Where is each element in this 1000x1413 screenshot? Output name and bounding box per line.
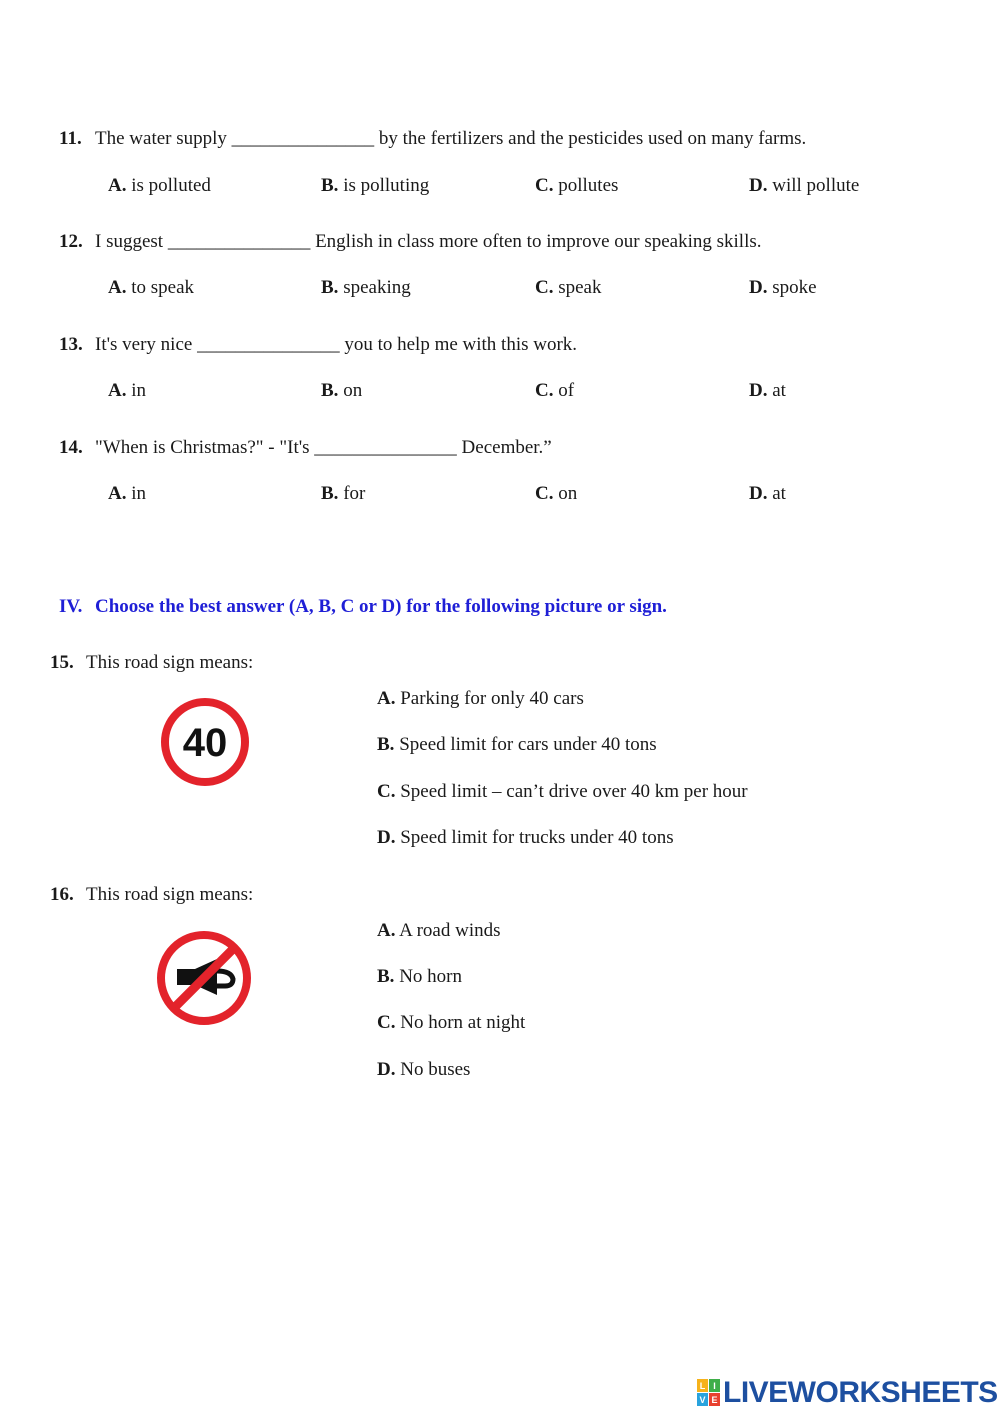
- option-c[interactable]: [377, 1012, 525, 1034]
- option-b[interactable]: [321, 175, 429, 197]
- speed-limit-label: 40: [182, 721, 228, 765]
- section-title: Choose the best answer (A, B, C or D) for the following picture or sign.: [95, 596, 667, 617]
- option-letter: D.: [749, 175, 768, 196]
- option-d[interactable]: [377, 1059, 470, 1081]
- question-text: The water supply _______________ by the fertilizers and the pesticides used on many farms.: [95, 128, 807, 149]
- option-a[interactable]: [377, 688, 584, 710]
- option-a[interactable]: [108, 483, 146, 505]
- option-text: in: [126, 483, 147, 504]
- option-letter: A.: [108, 277, 127, 298]
- option-text: Parking for only 40 cars: [395, 688, 584, 709]
- option-text: Speed limit for cars under 40 tons: [394, 734, 657, 755]
- option-d[interactable]: [749, 483, 786, 505]
- question-text: This road sign means:: [86, 652, 254, 673]
- option-letter: B.: [377, 734, 395, 755]
- no-horn-sign-icon: [155, 929, 253, 1027]
- option-letter: D.: [749, 483, 768, 504]
- option-letter: C.: [377, 781, 396, 802]
- question-number: 11.: [59, 128, 82, 149]
- svg-text:I: I: [713, 1381, 716, 1391]
- option-b[interactable]: [321, 277, 411, 299]
- option-letter: A.: [108, 380, 127, 401]
- option-a[interactable]: [377, 920, 501, 942]
- question-text: I suggest _______________ English in class more often to improve our speaking skills.: [95, 231, 762, 252]
- liveworksheets-logo-icon: [697, 1379, 721, 1407]
- option-c[interactable]: [377, 781, 748, 803]
- option-text: on: [338, 380, 363, 401]
- option-letter: B.: [321, 277, 339, 298]
- option-text: is polluting: [338, 175, 430, 196]
- option-text: A road winds: [395, 920, 501, 941]
- option-a[interactable]: [108, 277, 194, 299]
- option-letter: C.: [535, 277, 554, 298]
- option-text: No horn at night: [395, 1012, 526, 1033]
- option-text: No buses: [395, 1059, 471, 1080]
- option-letter: D.: [749, 277, 768, 298]
- question-number: 12.: [59, 231, 83, 252]
- option-text: in: [126, 380, 147, 401]
- svg-text:L: L: [699, 1381, 706, 1391]
- logo-text: LIVEWORKSHEETS: [723, 1376, 998, 1409]
- option-letter: C.: [535, 175, 554, 196]
- option-text: Speed limit – can’t drive over 40 km per hour: [395, 781, 748, 802]
- option-text: of: [553, 380, 575, 401]
- option-d[interactable]: [749, 175, 859, 197]
- option-letter: C.: [535, 380, 554, 401]
- svg-text:E: E: [711, 1395, 718, 1405]
- question-number: 13.: [59, 334, 83, 355]
- option-letter: C.: [377, 1012, 396, 1033]
- option-a[interactable]: [108, 175, 211, 197]
- option-d[interactable]: [749, 380, 786, 402]
- question-number: 16.: [50, 884, 74, 905]
- option-letter: B.: [377, 966, 395, 987]
- option-d[interactable]: [377, 827, 674, 849]
- option-text: No horn: [394, 966, 462, 987]
- option-letter: A.: [377, 920, 396, 941]
- option-c[interactable]: [535, 277, 602, 299]
- option-b[interactable]: [377, 734, 657, 756]
- speed-limit-sign-icon: [160, 697, 250, 787]
- option-c[interactable]: [535, 483, 577, 505]
- option-a[interactable]: [108, 380, 146, 402]
- option-text: will pollute: [767, 175, 860, 196]
- option-d[interactable]: [749, 277, 817, 299]
- option-c[interactable]: [535, 175, 618, 197]
- question-number: 14.: [59, 437, 83, 458]
- option-text: at: [767, 483, 786, 504]
- option-b[interactable]: [377, 966, 462, 988]
- option-text: spoke: [767, 277, 817, 298]
- option-letter: A.: [377, 688, 396, 709]
- option-letter: B.: [321, 483, 339, 504]
- option-letter: A.: [108, 483, 127, 504]
- option-letter: C.: [535, 483, 554, 504]
- section-number: IV.: [59, 596, 83, 617]
- option-text: for: [338, 483, 366, 504]
- option-letter: D.: [749, 380, 768, 401]
- svg-text:V: V: [699, 1395, 706, 1405]
- option-letter: B.: [321, 380, 339, 401]
- option-text: pollutes: [553, 175, 619, 196]
- option-letter: A.: [108, 175, 127, 196]
- option-letter: B.: [321, 175, 339, 196]
- option-text: on: [553, 483, 578, 504]
- option-c[interactable]: [535, 380, 574, 402]
- option-letter: D.: [377, 1059, 396, 1080]
- option-text: to speak: [126, 277, 195, 298]
- option-b[interactable]: [321, 483, 365, 505]
- liveworksheets-logo: [697, 1376, 998, 1410]
- question-text: It's very nice _______________ you to help me with this work.: [95, 334, 578, 355]
- question-text: "When is Christmas?" - "It's _______________ December.”: [95, 437, 552, 458]
- option-text: speak: [553, 277, 602, 298]
- option-text: Speed limit for trucks under 40 tons: [395, 827, 674, 848]
- option-text: is polluted: [126, 175, 211, 196]
- option-b[interactable]: [321, 380, 362, 402]
- option-letter: D.: [377, 827, 396, 848]
- option-text: at: [767, 380, 786, 401]
- option-text: speaking: [338, 277, 411, 298]
- question-number: 15.: [50, 652, 74, 673]
- question-text: This road sign means:: [86, 884, 254, 905]
